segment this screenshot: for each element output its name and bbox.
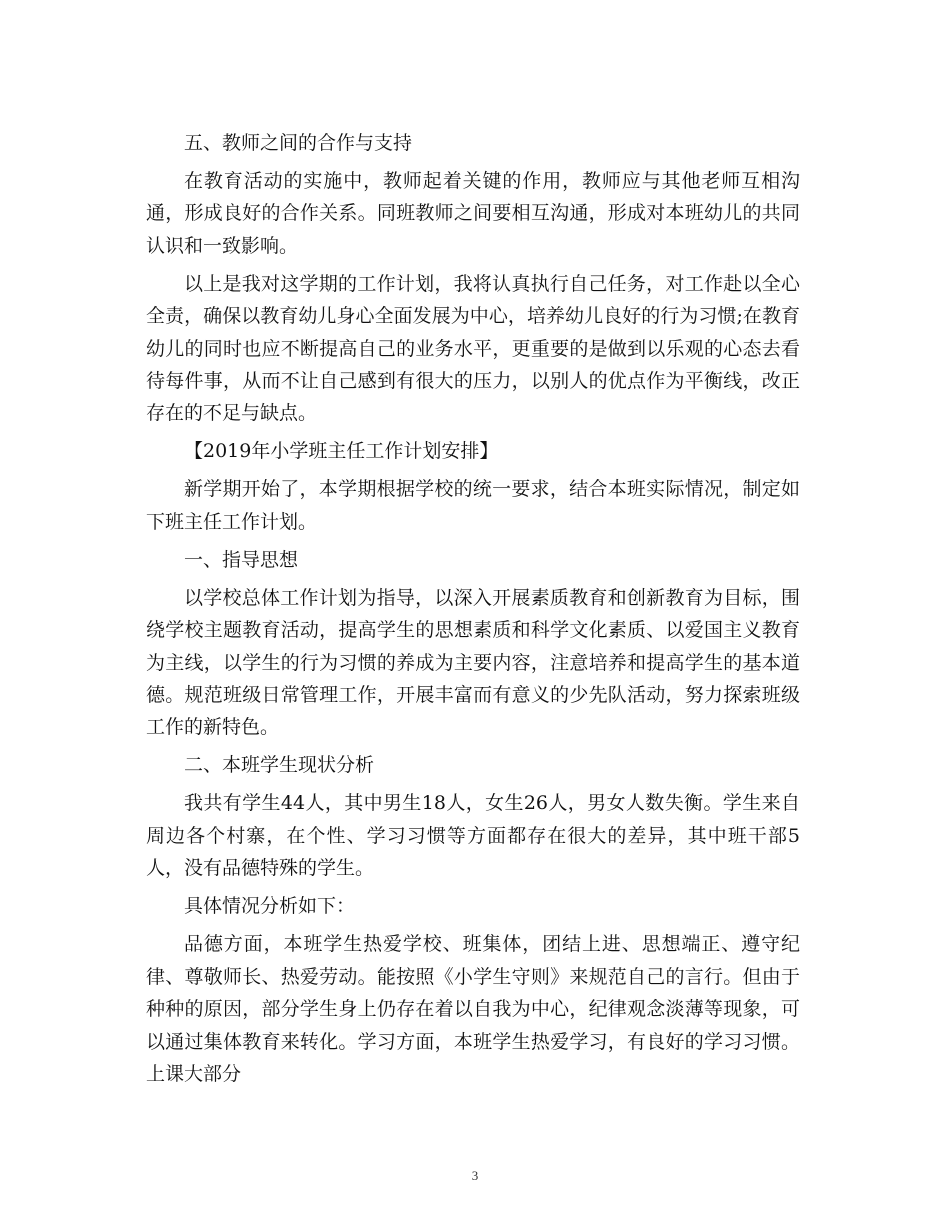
- document-body: [146, 127, 800, 1090]
- paragraph-guiding-ideology: 以学校总体工作计划为指导，以深入开展素质教育和创新教育为目标，围绕学校主题教育活动，提高学生的思想素质和科学文化素质、以爱国主义教育为主线，以学生的行为习惯的养成为主要内容，注意培养和提高学生的基本道德。规范班级日常管理工作，开展丰富而有意义的少先队活动，努力探索班级工作的新特色。: [146, 586, 800, 739]
- paragraph-moral-study: 品德方面，本班学生热爱学校、班集体，团结上进、思想端正、遵守纪律、尊敬师长、热爱劳动。能按照《小学生守则》来规范自己的言行。但由于种种的原因，部分学生身上仍存在着以自我为中心，纪律观念淡薄等现象，可以通过集体教育来转化。学习方面，本班学生热爱学习，有良好的学习习惯。上课大部分: [146, 933, 800, 1085]
- heading-guiding-ideology: 一、指导思想: [184, 548, 299, 571]
- paragraph-plan-intro: 新学期开始了，本学期根据学校的统一要求，结合本班实际情况，制定如下班主任工作计划。: [146, 478, 800, 533]
- paragraph-analysis-lead: 具体情况分析如下：: [184, 895, 356, 918]
- page-number: 3: [471, 1168, 479, 1183]
- section-title-class-plan: 【2019年小学班主任工作计划安排】: [184, 440, 499, 463]
- heading-teacher-cooperation: 五、教师之间的合作与支持: [184, 132, 413, 154]
- paragraph-teacher-role: 在教育活动的实施中，教师起着关键的作用，教师应与其他老师互相沟通，形成良好的合作关系。同班教师之间要相互沟通，形成对本班幼儿的共同认识和一致影响。: [146, 170, 800, 257]
- heading-student-analysis: 二、本班学生现状分析: [184, 754, 375, 777]
- paragraph-semester-summary: 以上是我对这学期的工作计划，我将认真执行自己任务，对工作赴以全心全责，确保以教育幼儿身心全面发展为中心，培养幼儿良好的行为习惯;在教育幼儿的同时也应不断提高自己的业务水平，更重要的是做到以乐观的心态去看待每件事，从而不让自己感到有很大的压力，以别人的优点作为平衡线，改正存在的不足与缺点。: [146, 272, 800, 425]
- paragraph-student-count: 我共有学生44人，其中男生18人，女生26人，男女人数失衡。学生来自周边各个村寨，在个性、学习习惯等方面都存在很大的差异，其中班干部5人，没有品德特殊的学生。: [146, 792, 800, 880]
